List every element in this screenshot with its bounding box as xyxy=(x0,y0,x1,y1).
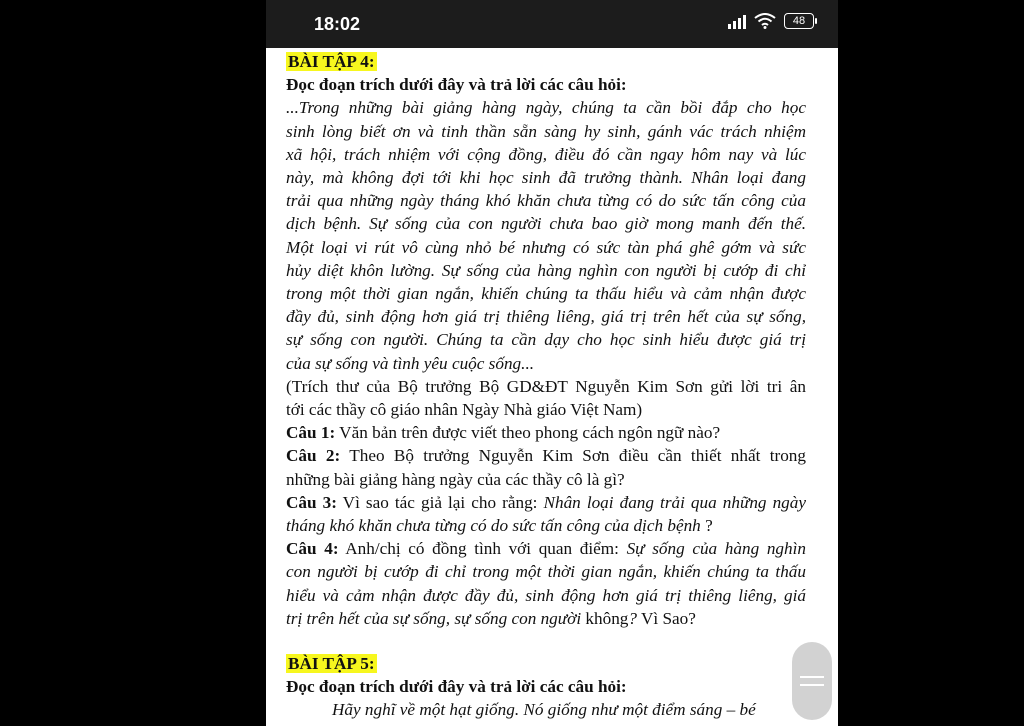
battery-icon xyxy=(784,13,814,29)
exercise-5-passage-start: Hãy nghĩ về một hạt giống. Nó giống như một điểm sáng – bé xyxy=(332,700,756,720)
passage-line: trong một thời gian ngắn, khiến chúng ta thấu hiểu và cảm nhận được xyxy=(286,284,806,304)
question-4-line-3: hiểu và cảm nhận được đầy đủ, sinh động hơn giá trị thiêng liêng, giá xyxy=(286,585,806,605)
signal-icon xyxy=(728,13,746,29)
question-4-khong: không xyxy=(581,608,629,628)
passage-line: của sự sống và tình yêu cuộc sống... xyxy=(286,353,535,373)
passage-line: dịch bệnh. Sự sống của con người chưa bao giờ mong manh đến thế. xyxy=(286,214,806,234)
question-2-line-1 xyxy=(286,444,806,467)
question-3-quote-cont: tháng khó khăn chưa từng có do sức tấn công của dịch bệnh xyxy=(286,516,701,536)
question-2-text: Theo Bộ trưởng Nguyễn Kim Sơn điều cần thiết nhất trong xyxy=(340,446,806,466)
document-content xyxy=(286,50,806,722)
source-line: (Trích thư của Bộ trưởng Bộ GD&ĐT Nguyễn Kim Sơn gửi lời tri ân xyxy=(286,376,806,396)
question-3-text: Vì sao tác giả lại cho rằng: xyxy=(336,492,544,512)
question-1-text: Văn bản trên được viết theo phong cách ngôn ngữ nào? xyxy=(335,423,721,443)
status-icons xyxy=(728,13,814,29)
wifi-icon xyxy=(754,13,776,29)
question-4-label: Câu 4: xyxy=(286,539,339,559)
question-4-text: Anh/chị có đồng tình với quan điểm: xyxy=(338,539,627,559)
passage-line: sự sống con người. Chúng ta cần dạy cho học sinh hiểu được giá trị xyxy=(286,330,806,350)
battery-level: 48 xyxy=(792,15,806,27)
question-2-line-2: những bài giảng hàng ngày của các thầy cô là gì? xyxy=(286,469,625,489)
exercise-4-instruction: Đọc đoạn trích dưới đây và trả lời các câu hỏi: xyxy=(286,75,627,95)
exercise-4-passage xyxy=(286,96,806,374)
exercise-4-heading: BÀI TẬP 4: xyxy=(288,52,375,71)
question-3-quote: Nhân loại đang trải qua những ngày xyxy=(543,492,806,512)
question-4-qmark: ? xyxy=(628,608,637,628)
question-4-quote: Sự sống của hàng nghìn xyxy=(626,539,806,559)
question-1-label: Câu 1: xyxy=(286,423,336,443)
question-3-label: Câu 3: xyxy=(286,492,337,512)
question-4-line-1 xyxy=(286,537,806,560)
question-1 xyxy=(286,421,806,444)
passage-line: xã hội, trách nhiệm với cộng đồng, điều đó cần ngay hôm nay và lúc xyxy=(286,144,806,164)
exercise-5-heading: BÀI TẬP 5: xyxy=(288,654,375,674)
passage-line: sinh lòng biết ơn và tinh thần sẵn sàng hy sinh, gánh vác trách nhiệm xyxy=(286,121,806,141)
passage-line: Một loại vi rút vô cùng nhỏ bé nhưng có sức tàn phá ghê gớm và sức xyxy=(286,237,806,257)
status-time: 18:02 xyxy=(314,14,361,34)
question-4-tail: Vì Sao? xyxy=(636,608,696,628)
exercise-5-instruction: Đọc đoạn trích dưới đây và trả lời các câu hỏi: xyxy=(286,677,627,697)
passage-line: này, mà không đợi tới khi học sinh đã trưởng thành. Nhân loại đang xyxy=(286,168,806,188)
question-3-end: ? xyxy=(700,516,713,536)
phone-screen xyxy=(266,0,838,726)
status-bar xyxy=(266,0,838,48)
question-3-line-1 xyxy=(286,491,806,514)
question-2-label: Câu 2: xyxy=(286,446,341,466)
question-4-line-2: con người bị cướp đi chỉ trong một thời gian ngắn, khiến chúng ta thấu xyxy=(286,562,806,582)
question-4-line-4 xyxy=(286,607,806,630)
passage-line: trải qua những ngày tháng khó khăn chưa từng có do sức tấn công của xyxy=(286,191,806,211)
passage-line: ...Trong những bài giảng hàng ngày, chúng ta cần bồi đắp cho học xyxy=(286,98,806,118)
source-line: tới các thầy cô giáo nhân Ngày Nhà giáo Việt Nam) xyxy=(286,400,643,420)
passage-line: hủy diệt khôn lường. Sự sống của hàng nghìn con người bị cướp đi chỉ xyxy=(286,260,806,280)
passage-line: đầy đủ, sinh động hơn giá trị thiêng liêng, giá trị trên hết của sự sống, xyxy=(286,307,806,327)
question-4-quote-end: trị trên hết của sự sống, sự sống con người xyxy=(286,608,582,628)
question-3-line-2 xyxy=(286,514,806,537)
scroll-handle[interactable] xyxy=(792,642,832,720)
